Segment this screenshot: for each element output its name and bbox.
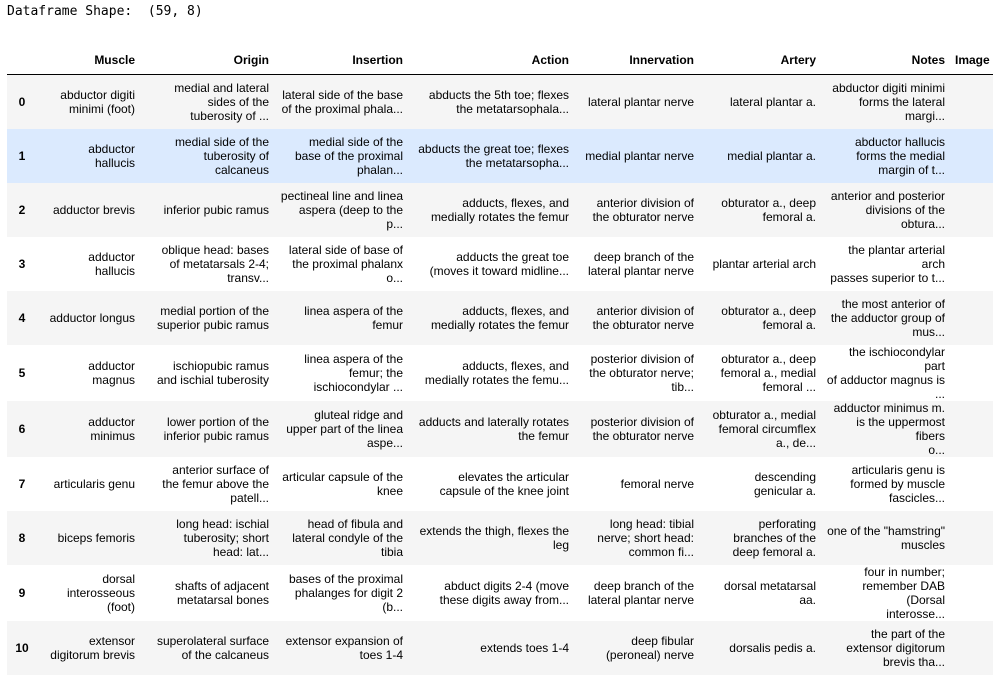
cell-line: superior pubic ramus (156, 317, 269, 332)
cell-line: head of fibula and (307, 516, 403, 531)
cell-line: oblique head: bases (161, 242, 269, 257)
cell-line: interosse... (886, 606, 945, 621)
cell-line: medially rotates the femur (430, 209, 569, 224)
cell-line: obturator a., deep (721, 351, 816, 366)
cell-insertion (275, 129, 409, 183)
table-row[interactable] (7, 345, 993, 401)
cell-line: head: lat... (212, 544, 269, 559)
cell-line: adductor brevis (52, 202, 135, 217)
cell-image (951, 401, 993, 457)
cell-notes (822, 183, 951, 237)
cell-line: the most anterior of (841, 296, 945, 311)
cell-line: deep branch of the (593, 578, 694, 593)
cell-innervation (575, 129, 700, 183)
row-index: 8 (18, 530, 26, 545)
table-row[interactable] (7, 511, 993, 565)
cell-line: abductor hallucis (854, 134, 945, 149)
cell-line: medial and lateral (174, 80, 269, 95)
cell-insertion (275, 621, 409, 675)
table-row[interactable] (7, 75, 993, 129)
cell-origin (141, 237, 275, 291)
cell-line: deep fibular (631, 633, 694, 648)
cell-origin (141, 401, 275, 457)
cell-image (951, 129, 993, 183)
column-header-origin: Origin (141, 46, 275, 75)
cell-line: lower portion of the (166, 414, 269, 429)
cell-line: extensor expansion of (285, 633, 403, 648)
cell-line: tuberosity; short (183, 530, 269, 545)
cell-line: abductor (88, 141, 135, 156)
cell-innervation (575, 183, 700, 237)
cell-line: interosseous (66, 585, 135, 600)
cell-line: the obturator nerve (592, 317, 694, 332)
cell-muscle (37, 75, 141, 129)
cell-line: femoral ... (762, 379, 816, 394)
cell-line: margin of t... (878, 162, 945, 177)
cell-line: ischiopubic ramus (172, 358, 269, 373)
cell-line: tuberosity of ... (190, 108, 269, 123)
cell-muscle (37, 129, 141, 183)
cell-insertion (275, 183, 409, 237)
table-row[interactable] (7, 183, 993, 237)
cell-action (409, 237, 575, 291)
cell-line: obturator a., medial (712, 407, 816, 422)
cell-line: forms the lateral (858, 94, 945, 109)
cell-origin (141, 129, 275, 183)
cell-line: aspera (deep to the (298, 202, 403, 217)
column-header-index (7, 46, 37, 75)
cell-line: femur; the (348, 365, 403, 380)
cell-line: divisions of the (865, 202, 945, 217)
cell-line: articularis genu (53, 476, 135, 491)
dataframe-table (7, 46, 993, 675)
cell-line: deep femoral a. (732, 544, 816, 559)
cell-line: fascicles... (888, 490, 945, 505)
cell-image (951, 183, 993, 237)
cell-muscle (37, 401, 141, 457)
cell-line: mus... (912, 324, 945, 339)
cell-line: adducts the great toe (456, 249, 569, 264)
cell-image (951, 345, 993, 401)
cell-insertion (275, 401, 409, 457)
cell-artery (700, 345, 822, 401)
cell-line: metatarsal bones (176, 592, 269, 607)
row-index: 1 (18, 148, 26, 163)
row-index: 6 (18, 421, 26, 436)
cell-insertion (275, 291, 409, 345)
cell-line: transv... (227, 270, 269, 285)
cell-muscle (37, 621, 141, 675)
cell-line: the obturator nerve; (589, 365, 694, 380)
cell-line: femur (372, 317, 403, 332)
cell-innervation (575, 457, 700, 511)
cell-line: long head: tibial (609, 516, 694, 531)
cell-line: medial side of the (174, 134, 269, 149)
cell-artery (700, 511, 822, 565)
cell-line: extends toes 1-4 (480, 640, 569, 655)
cell-origin (141, 345, 275, 401)
table-row[interactable] (7, 457, 993, 511)
cell-line: gluteal ridge and (314, 407, 403, 422)
cell-line: adducts, flexes, and (462, 195, 569, 210)
cell-line: the plantar arterial arch (848, 242, 945, 271)
cell-line: magnus (92, 372, 135, 387)
cell-insertion (275, 565, 409, 621)
cell-line: inferior pubic ramus (163, 428, 269, 443)
cell-line: medial side of the (308, 134, 403, 149)
cell-line: the adductor group of (830, 310, 945, 325)
cell-line: femoral circumflex (718, 421, 816, 436)
cell-muscle (37, 237, 141, 291)
cell-line: perforating (758, 516, 816, 531)
cell-line: dorsal (102, 571, 135, 586)
cell-origin (141, 511, 275, 565)
cell-muscle (37, 183, 141, 237)
cell-line: o... (928, 442, 945, 457)
cell-notes (822, 237, 951, 291)
cell-line: minimi (foot) (68, 101, 135, 116)
cell-line: dorsalis pedis a. (729, 640, 816, 655)
cell-line: inferior pubic ramus (163, 202, 269, 217)
cell-artery (700, 401, 822, 457)
cell-line: posterior division of (590, 414, 694, 429)
cell-line: extensor digitorum (846, 640, 945, 655)
cell-line: toes 1-4 (359, 647, 403, 662)
cell-action (409, 183, 575, 237)
cell-origin (141, 183, 275, 237)
cell-line: upper part of the linea (286, 421, 403, 436)
column-header-insertion: Insertion (275, 46, 409, 75)
cell-muscle (37, 291, 141, 345)
cell-line: articularis genu is (851, 462, 945, 477)
cell-line: the obturator nerve (592, 428, 694, 443)
table-row[interactable] (7, 237, 993, 291)
cell-line: the part of the (870, 626, 945, 641)
column-header-notes: Notes (822, 46, 951, 75)
cell-innervation (575, 345, 700, 401)
cell-line: lateral plantar nerve (587, 592, 694, 607)
cell-notes (822, 291, 951, 345)
cell-line: extends the thigh, flexes the (419, 523, 569, 538)
cell-line: linea aspera of the (304, 351, 403, 366)
cell-line: leg (552, 537, 569, 552)
cell-line: abductor digiti (60, 87, 135, 102)
cell-insertion (275, 457, 409, 511)
cell-line: adductor (88, 414, 135, 429)
row-index: 7 (18, 476, 26, 491)
cell-action (409, 129, 575, 183)
cell-line: muscles (900, 537, 945, 552)
cell-line: hallucis (94, 155, 135, 170)
table-row[interactable] (7, 129, 993, 183)
cell-action (409, 621, 575, 675)
cell-line: femoral a. (762, 209, 816, 224)
cell-line: lateral condyle of the (292, 530, 403, 545)
cell-line: the ischiocondylar part (848, 344, 945, 373)
dataframe-shape-label: Dataframe Shape: (59, 8) (7, 4, 203, 19)
row-index: 2 (18, 202, 26, 217)
cell-action (409, 291, 575, 345)
cell-line: brevis tha... (882, 654, 945, 669)
cell-line: medially rotates the femu... (424, 372, 569, 387)
cell-line: aspe... (366, 435, 403, 450)
cell-line: hallucis (94, 263, 135, 278)
cell-artery (700, 621, 822, 675)
cell-image (951, 511, 993, 565)
cell-line: one of the "hamstring" (827, 523, 945, 538)
cell-line: elevates the articular (458, 469, 569, 484)
cell-line: lateral plantar a. (729, 94, 816, 109)
cell-innervation (575, 621, 700, 675)
cell-muscle (37, 457, 141, 511)
cell-line: minimus (90, 428, 135, 443)
cell-innervation (575, 565, 700, 621)
cell-image (951, 75, 993, 129)
cell-line: sides of the (207, 94, 269, 109)
row-index: 5 (18, 365, 26, 380)
cell-line: extensor (88, 633, 135, 648)
cell-line: obturator a., deep (721, 303, 816, 318)
column-header-artery: Artery (700, 46, 822, 75)
cell-artery (700, 237, 822, 291)
cell-line: long head: ischial (176, 516, 269, 531)
cell-action (409, 345, 575, 401)
cell-line: (peroneal) nerve (605, 647, 694, 662)
cell-line: anterior and posterior (830, 188, 945, 203)
cell-innervation (575, 511, 700, 565)
cell-line: dorsal metatarsal (723, 578, 816, 593)
cell-innervation (575, 237, 700, 291)
cell-image (951, 237, 993, 291)
cell-line: medial plantar nerve (585, 148, 694, 163)
cell-notes (822, 401, 951, 457)
cell-line: (b... (382, 599, 403, 614)
column-header-innervation: Innervation (575, 46, 700, 75)
cell-image (951, 621, 993, 675)
cell-image (951, 457, 993, 511)
row-index: 10 (15, 640, 29, 655)
cell-line: p... (386, 216, 403, 231)
cell-image (951, 291, 993, 345)
table-header-row (7, 46, 993, 75)
cell-innervation (575, 291, 700, 345)
cell-line: abductor digiti minimi (832, 80, 945, 95)
cell-line: bases of the proximal (288, 571, 403, 586)
cell-line: lateral side of the base (282, 87, 403, 102)
cell-artery (700, 129, 822, 183)
cell-line: obtura... (900, 216, 945, 231)
cell-line: (moves it toward midline... (429, 263, 569, 278)
cell-origin (141, 457, 275, 511)
cell-line: medial portion of the (160, 303, 269, 318)
cell-line: abducts the 5th toe; flexes (428, 87, 569, 102)
cell-line: tuberosity of (203, 148, 269, 163)
row-index: 4 (18, 310, 26, 325)
cell-line: femoral nerve (620, 476, 694, 491)
cell-line: adductor (88, 249, 135, 264)
cell-line: ... (934, 386, 945, 401)
cell-insertion (275, 237, 409, 291)
cell-line: linea aspera of the (304, 303, 403, 318)
cell-insertion (275, 75, 409, 129)
table-row[interactable] (7, 565, 993, 621)
cell-line: ischiocondylar ... (313, 379, 403, 394)
cell-notes (822, 345, 951, 401)
cell-action (409, 75, 575, 129)
cell-line: plantar arterial arch (712, 256, 816, 271)
cell-line: common fi... (628, 544, 694, 559)
cell-line: is the uppermost fibers (856, 414, 945, 443)
cell-line: the metatarsopha... (465, 155, 569, 170)
cell-notes (822, 511, 951, 565)
cell-line: medially rotates the femur (430, 317, 569, 332)
cell-innervation (575, 75, 700, 129)
cell-line: articular capsule of the (282, 469, 403, 484)
cell-line: tib... (671, 379, 694, 394)
column-header-muscle: Muscle (37, 46, 141, 75)
row-index: 0 (18, 94, 26, 109)
cell-line: these digits away from... (439, 592, 569, 607)
cell-line: phalanges for digit 2 (294, 585, 403, 600)
cell-line: of the proximal phala... (281, 101, 403, 116)
cell-line: lateral plantar nerve (587, 94, 694, 109)
cell-line: obturator a., deep (721, 195, 816, 210)
cell-line: adductor (88, 358, 135, 373)
cell-artery (700, 457, 822, 511)
cell-line: margi... (904, 108, 945, 123)
cell-artery (700, 291, 822, 345)
cell-line: femoral a., medial (720, 365, 816, 380)
cell-origin (141, 75, 275, 129)
cell-line: (foot) (106, 599, 135, 614)
cell-line: aa. (799, 592, 816, 607)
column-header-action: Action (409, 46, 575, 75)
cell-artery (700, 565, 822, 621)
cell-line: medial plantar a. (727, 148, 816, 163)
cell-image (951, 565, 993, 621)
cell-muscle (37, 511, 141, 565)
cell-notes (822, 565, 951, 621)
cell-line: of the calcaneus (181, 647, 269, 662)
table-row[interactable] (7, 621, 993, 675)
cell-line: lateral plantar nerve (587, 263, 694, 278)
cell-origin (141, 565, 275, 621)
cell-line: posterior division of (590, 351, 694, 366)
cell-line: of metatarsals 2-4; (169, 256, 269, 271)
cell-line: the metatarsophala... (456, 101, 569, 116)
cell-muscle (37, 565, 141, 621)
cell-line: anterior surface of (172, 462, 269, 477)
cell-muscle (37, 345, 141, 401)
cell-line: patell... (230, 490, 269, 505)
cell-notes (822, 457, 951, 511)
cell-line: genicular a. (753, 483, 816, 498)
table-row[interactable] (7, 401, 993, 457)
cell-action (409, 401, 575, 457)
cell-action (409, 565, 575, 621)
cell-line: anterior division of (596, 303, 694, 318)
cell-line: lateral side of base of (288, 242, 403, 257)
cell-line: biceps femoris (57, 530, 135, 545)
cell-artery (700, 183, 822, 237)
column-header-image: Image (951, 46, 993, 75)
cell-line: capsule of the knee joint (439, 483, 569, 498)
cell-origin (141, 291, 275, 345)
cell-line: anterior division of (596, 195, 694, 210)
cell-line: digitorum brevis (50, 647, 135, 662)
cell-line: adductor longus (49, 310, 135, 325)
cell-line: base of the proximal (294, 148, 403, 163)
cell-insertion (275, 345, 409, 401)
cell-line: phalan... (356, 162, 403, 177)
cell-line: abduct digits 2-4 (move (444, 578, 569, 593)
cell-line: the femur (518, 428, 569, 443)
cell-line: calcaneus (214, 162, 269, 177)
cell-line: of adductor magnus is (826, 372, 945, 387)
cell-line: abducts the great toe; flexes (418, 141, 569, 156)
cell-innervation (575, 401, 700, 457)
cell-line: the obturator nerve (592, 209, 694, 224)
cell-line: knee (376, 483, 403, 498)
cell-line: passes superior to t... (830, 270, 945, 285)
cell-line: remember DAB (Dorsal (862, 578, 945, 607)
cell-line: femoral a. (762, 317, 816, 332)
cell-line: adducts, flexes, and (462, 303, 569, 318)
cell-notes (822, 129, 951, 183)
table-row[interactable] (7, 291, 993, 345)
cell-line: o... (386, 270, 403, 285)
cell-line: adducts and laterally rotates (418, 414, 569, 429)
cell-insertion (275, 511, 409, 565)
cell-line: adducts, flexes, and (462, 358, 569, 373)
cell-line: superolateral surface (156, 633, 269, 648)
cell-origin (141, 621, 275, 675)
cell-line: branches of the (733, 530, 816, 545)
cell-line: formed by muscle (850, 476, 945, 491)
cell-line: descending (754, 469, 816, 484)
cell-line: pectineal line and linea (280, 188, 403, 203)
cell-line: forms the medial (856, 148, 945, 163)
cell-line: the proximal phalanx (292, 256, 403, 271)
row-index: 9 (18, 585, 26, 600)
cell-artery (700, 75, 822, 129)
cell-action (409, 511, 575, 565)
cell-notes (822, 75, 951, 129)
cell-line: deep branch of the (593, 249, 694, 264)
cell-action (409, 457, 575, 511)
cell-line: and ischial tuberosity (156, 372, 269, 387)
cell-line: a., de... (775, 435, 816, 450)
cell-notes (822, 621, 951, 675)
cell-line: shafts of adjacent (174, 578, 269, 593)
cell-line: four in number; (864, 564, 945, 579)
cell-line: the femur above the (162, 476, 269, 491)
row-index: 3 (18, 256, 26, 271)
cell-line: adductor minimus m. (833, 400, 945, 415)
cell-line: tibia (380, 544, 403, 559)
cell-line: nerve; short head: (597, 530, 694, 545)
